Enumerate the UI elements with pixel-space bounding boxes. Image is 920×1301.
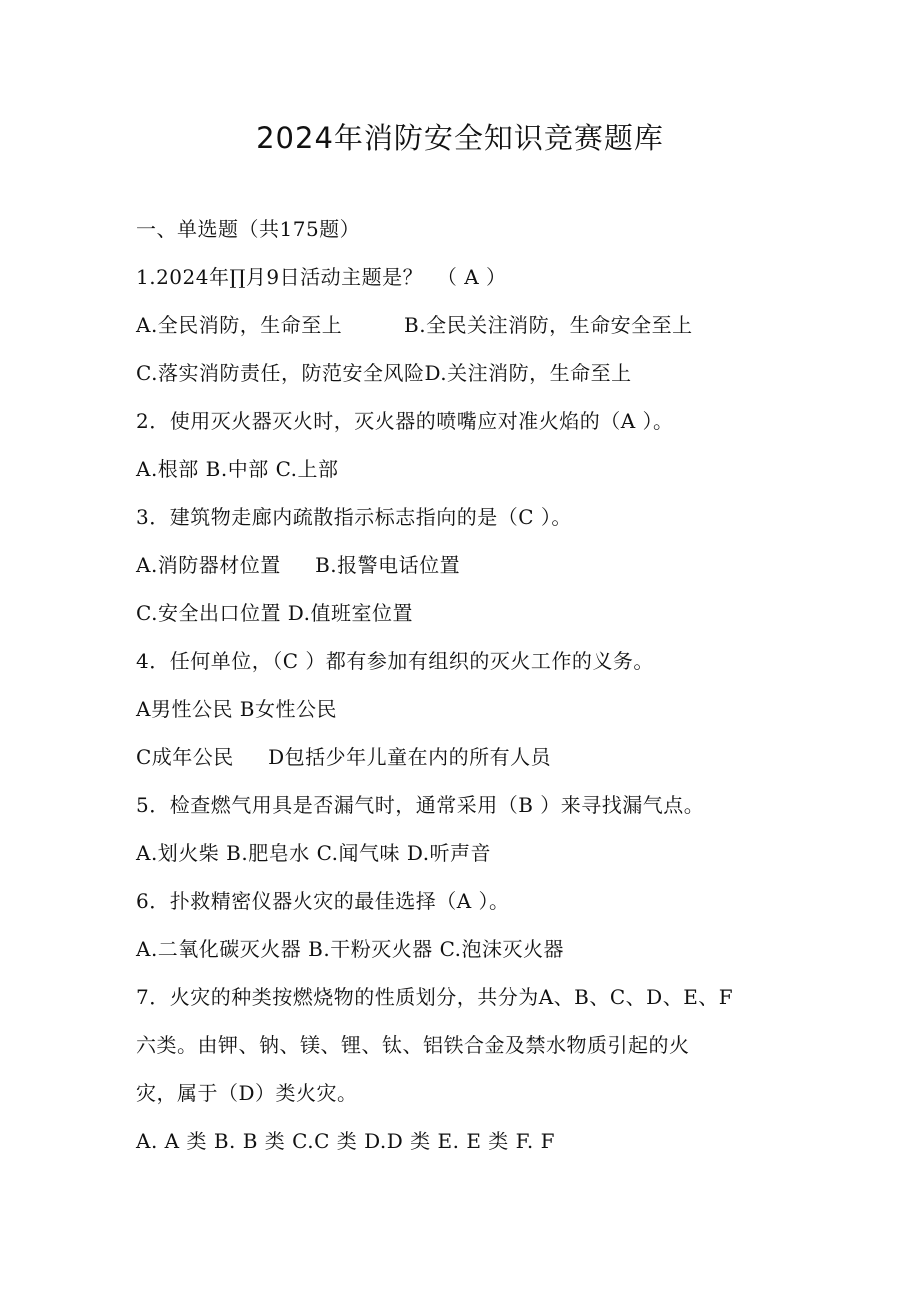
question-3: 3．建筑物走廊内疏散指示标志指向的是（C ）。 <box>136 505 572 529</box>
question-3-options-ab: A.消防器材位置 B.报警电话位置 <box>136 553 461 577</box>
question-4: 4．任何单位，（C ）都有参加有组织的灭火工作的义务。 <box>136 649 654 673</box>
question-1: 1.2024年∏月9日活动主题是？ （ A ） <box>136 265 507 289</box>
section-heading: 一、单选题（共175题） <box>136 217 361 241</box>
question-4-options-ab: A男性公民 B女性公民 <box>136 697 337 721</box>
question-1-options-cd: C.落实消防责任，防范安全风险D.关注消防，生命至上 <box>136 361 632 385</box>
question-2-options: A.根部 B.中部 C.上部 <box>136 457 339 481</box>
question-7-line-3: 灾，属于（D）类火灾。 <box>136 1081 358 1105</box>
document-title: 2024年消防安全知识竞赛题库 <box>256 121 664 155</box>
question-6: 6．扑救精密仪器火灾的最佳选择（A ）。 <box>136 889 510 913</box>
question-7-line-2: 六类。由钾、钠、镁、锂、钛、铝铁合金及禁水物质引起的火 <box>136 1033 690 1057</box>
question-6-options: A.二氧化碳灭火器 B.干粉灭火器 C.泡沫灭火器 <box>136 937 565 961</box>
question-1-options-ab: A.全民消防，生命至上 B.全民关注消防，生命安全至上 <box>136 313 693 337</box>
question-3-options-cd: C.安全出口位置 D.值班室位置 <box>136 601 413 625</box>
question-7-line-1: 7．火灾的种类按燃烧物的性质划分，共分为A、B、C、D、E、F <box>136 985 734 1009</box>
question-4-options-cd: C成年公民 D包括少年儿童在内的所有人员 <box>136 745 552 769</box>
question-2: 2．使用灭火器灭火时，灭火器的喷嘴应对准火焰的（A ）。 <box>136 409 674 433</box>
question-5: 5．检查燃气用具是否漏气时，通常采用（B ）来寻找漏气点。 <box>136 793 705 817</box>
question-7-options: A. A 类 B. B 类 C.C 类 D.D 类 E. E 类 F. F <box>136 1129 556 1153</box>
question-5-options: A.划火柴 B.肥皂水 C.闻气味 D.听声音 <box>136 841 492 865</box>
